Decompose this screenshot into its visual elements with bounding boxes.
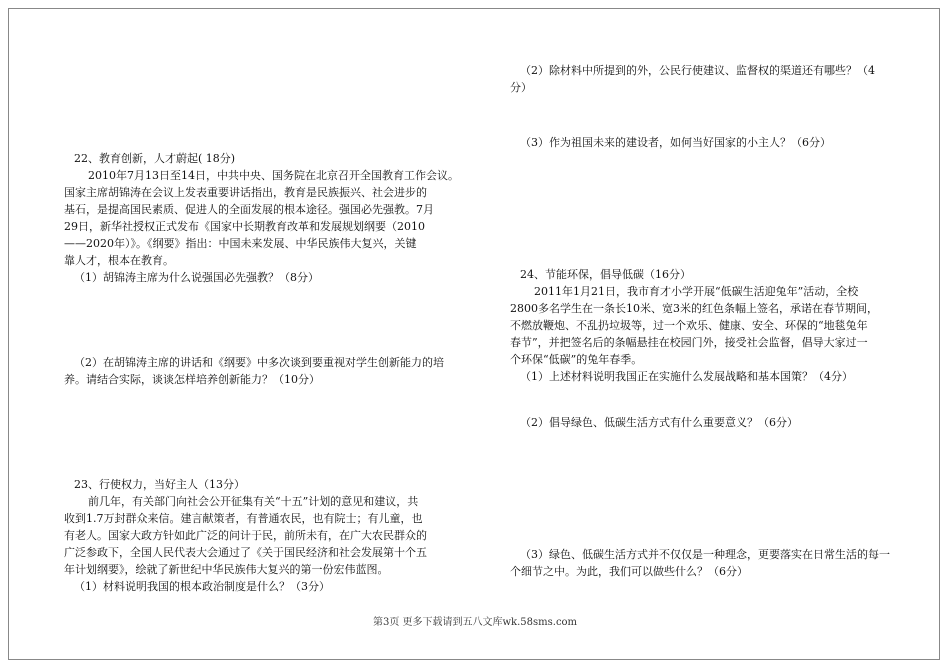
question-22-sub-2 [64,354,464,388]
question-23-material-line: 收到1.7万封群众来信。建言献策者，有普通农民，也有院士；有儿童，也 [64,512,423,525]
question-22-sub-2-line: （2）在胡锦涛主席的讲话和《纲要》中多次谈到要重视对学生创新能力的培 [74,356,444,369]
question-22 [64,150,464,286]
question-22-material-line: 基石，是提高国民素质、促进人的全面发展的根本途径。强国必先强教。7月 [64,203,434,216]
question-22-material-line: 国家主席胡锦涛在会议上发表重要讲话指出，教育是民族振兴、社会进步的 [64,186,427,199]
question-24-material-line: 个环保“低碳”的兔年春季。 [510,353,643,366]
question-23-material-line: 广泛参政下，全国人民代表大会通过了《关于国民经济和社会发展第十个五 [64,546,427,559]
question-22-material-line: 靠人才，根本在教育。 [64,254,174,267]
left-column [64,0,464,671]
question-22-title: 22、教育创新，人才蔚起( 18分) [74,152,236,165]
question-23 [64,476,464,595]
question-24-sub-3-line: （3）绿色、低碳生活方式并不仅仅是一种理念，更要落实在日常生活的每一 [520,548,890,561]
question-23-sub-2-line: （2）除材料中所提到的外，公民行使建议、监督权的渠道还有哪些？（4 [520,64,875,77]
question-24-material-line: 2011年1月21日，我市育才小学开展“低碳生活迎兔年”活动，全校 [534,285,859,298]
question-23-material-line: 有老人。国家大政方针如此广泛的问计于民，前所未有，在广大农民群众的 [64,529,427,542]
question-23-sub-3 [510,134,905,151]
question-23-material-line: 前几年，有关部门向社会公开征集有关“十五”计划的意见和建议，共 [88,495,419,508]
question-24-material-line: 2800多名学生在一条长10米、宽3米的红色条幅上签名，承诺在春节期间， [510,302,878,315]
question-22-sub-2-line: 养。请结合实际，谈谈怎样培养创新能力？（10分） [64,373,320,386]
question-23-sub-2-line: 分） [510,81,532,94]
page-footer: 第3页 更多下载请到五八文库wk.58sms.com [372,617,578,628]
question-23-sub-1: （1）材料说明我国的根本政治制度是什么？（3分） [74,580,330,593]
question-23-title: 23、行使权力，当好主人（13分） [74,478,245,491]
question-24-sub-2-line: （2）倡导绿色、低碳生活方式有什么重要意义？（6分） [520,416,798,429]
question-24-title: 24、节能环保，倡导低碳（16分） [520,268,691,281]
question-24 [510,266,905,385]
question-24-sub-3-line: 个细节之中。为此，我们可以做些什么？（6分） [510,565,748,578]
question-23-material-line: 年计划纲要》，绘就了新世纪中华民族伟大复兴的第一份宏伟蓝图。 [64,563,389,576]
question-22-sub-1: （1）胡锦涛主席为什么说强国必先强教？（8分） [74,271,319,284]
right-column [510,0,905,671]
question-24-sub-2 [510,414,905,431]
question-24-sub-3 [510,546,905,580]
question-23-sub-3-line: （3）作为祖国未来的建设者，如何当好国家的小主人？（6分） [520,136,831,149]
question-22-material-line: ——2020年）》。《纲要》指出：中国未来发展、中华民族伟大复兴，关键 [64,237,417,250]
question-24-material-line: 春节”，并把签名后的条幅悬挂在校园门外，接受社会监督，倡导大家过一 [510,336,868,349]
question-24-sub-1: （1）上述材料说明我国正在实施什么发展战略和基本国策？（4分） [520,370,853,383]
question-23-sub-2 [510,62,905,96]
question-22-material-line: 2010年7月13日至14日，中共中央、国务院在北京召开全国教育工作会议。 [88,169,459,182]
question-24-material-line: 不燃放鞭炮、不乱扔垃圾等，过一个欢乐、健康、安全、环保的“地毯兔年 [510,319,868,332]
question-22-material-line: 29日，新华社授权正式发布《国家中长期教育改革和发展规划纲要（2010 [64,220,425,233]
